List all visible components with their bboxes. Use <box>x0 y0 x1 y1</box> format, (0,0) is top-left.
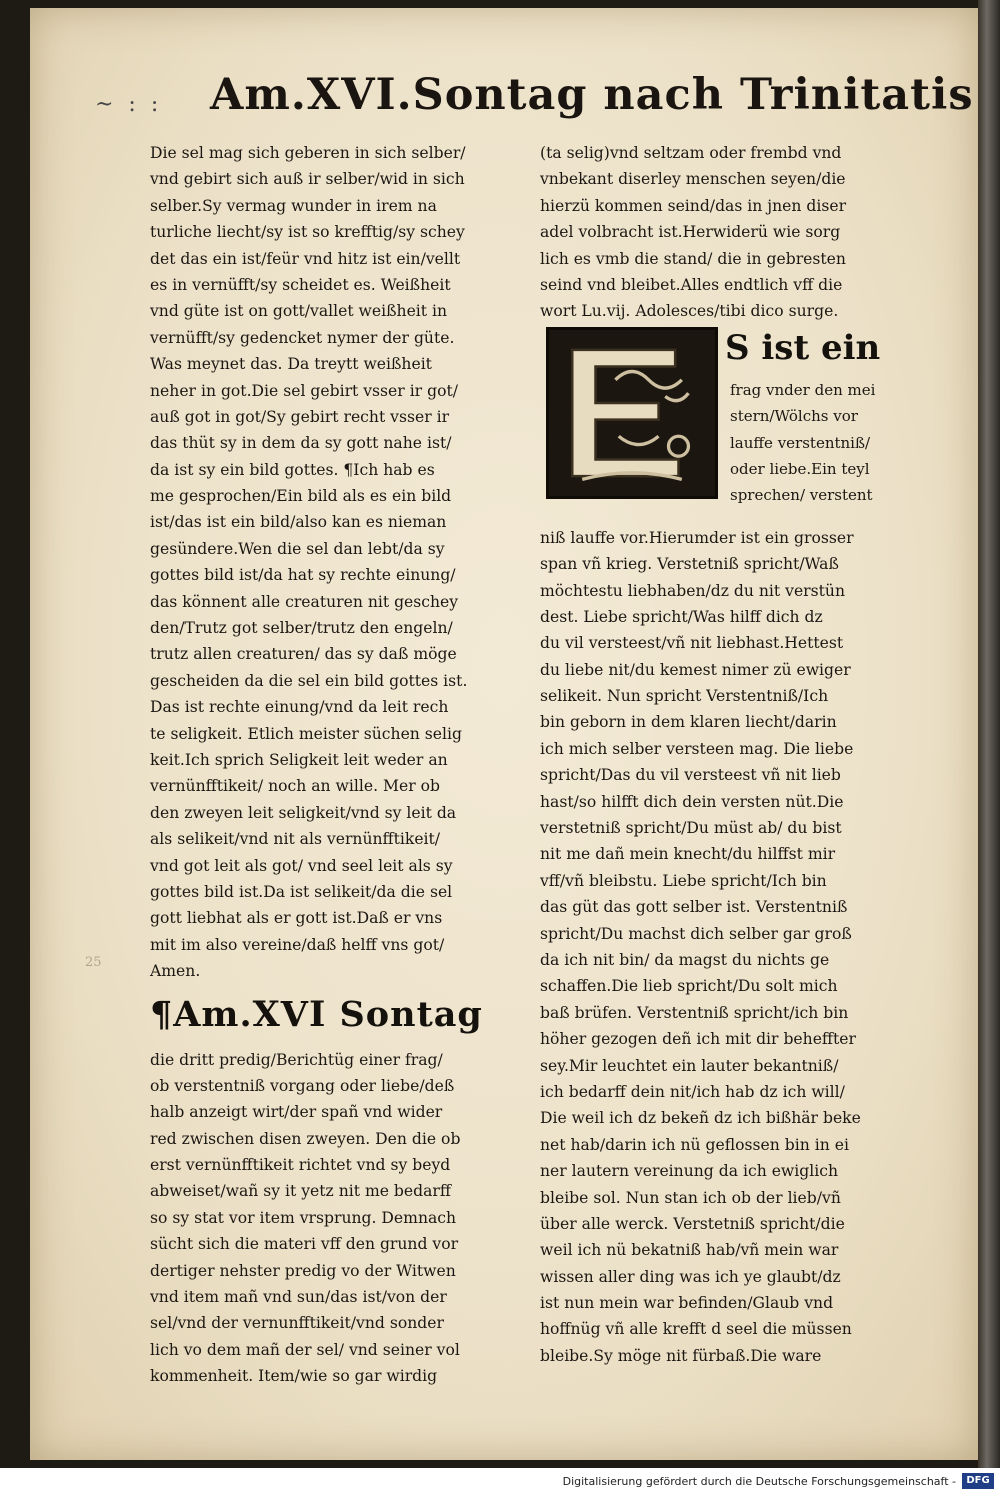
text-line: möchtestu liebhaben/dz du nit verstün <box>540 581 845 600</box>
text-line: frag vnder den mei <box>730 380 876 399</box>
header-title: Am.XVI.Sontag nach Trinitatis <box>210 70 974 120</box>
text-line: turliche liecht/sy ist so krefftig/sy schey <box>150 223 465 242</box>
text-line: da ich nit bin/ da magst du nichts ge <box>540 950 830 969</box>
text-line: ob verstentniß vorgang oder liebe/deß <box>150 1076 455 1095</box>
text-line: schaffen.Die lieb spricht/Du solt mich <box>540 977 838 996</box>
text-line: gescheiden da die sel ein bild gottes ist. <box>150 671 468 690</box>
text-line: das könnent alle creaturen nit geschey <box>150 592 459 611</box>
text-line: bin geborn in dem klaren liecht/darin <box>540 713 837 732</box>
text-line: verstetniß spricht/Du müst ab/ du bist <box>540 819 842 838</box>
text-line: dertiger nehster predig vo der Witwen <box>150 1261 456 1280</box>
text-line: spricht/Du machst dich selber gar groß <box>540 924 852 943</box>
text-line: bleibe sol. Nun stan ich ob der lieb/vñ <box>540 1188 841 1207</box>
text-line: lauffe verstentniß/ <box>730 433 871 452</box>
page-edge <box>978 0 1000 1468</box>
text-line: adel volbracht ist.Herwiderü wie sorg <box>540 223 841 242</box>
text-line: sücht sich die materi vff den grund vor <box>150 1235 459 1254</box>
text-line: ich bedarff dein nit/ich hab dz ich will/ <box>540 1082 845 1101</box>
text-line: den/Trutz got selber/trutz den engeln/ <box>150 619 453 638</box>
text-line: vernüfft/sy gedencket nymer der güte. <box>150 328 455 347</box>
ornament-initial-icon <box>549 330 715 496</box>
dfg-logo: DFG <box>962 1473 994 1489</box>
running-header <box>95 70 974 140</box>
text-line: span vñ krieg. Verstetniß spricht/Waß <box>540 555 839 574</box>
text-line: kommenheit. Item/wie so gar wirdig <box>150 1367 438 1386</box>
text-line: vernünfftikeit/ noch an wille. Mer ob <box>150 777 440 796</box>
text-line: so sy stat vor item vrsprung. Demnach <box>150 1208 457 1227</box>
text-line: sel/vnd der vernunfftikeit/vnd sonder <box>150 1314 444 1333</box>
text-line: du vil versteest/vñ nit liebhast.Hettest <box>540 634 844 653</box>
text-line: gesündere.Wen die sel dan lebt/da sy <box>150 539 445 558</box>
text-line: lich vo dem mañ der sel/ vnd seiner vol <box>150 1340 460 1359</box>
text-line: erst vernünfftikeit richtet vnd sy beyd <box>150 1156 451 1175</box>
text-line: hoffnüg vñ alle krefft d seel die müssen <box>540 1320 852 1339</box>
text-line: seind vnd bleibet.Alles endtlich vff die <box>540 275 843 294</box>
text-line: Amen. <box>150 962 201 981</box>
text-line: vnd got leit als got/ vnd seel leit als sy <box>150 856 453 875</box>
text-line: te seligkeit. Etlich meister süchen selig <box>150 724 462 743</box>
text-line: gott liebhat als er gott ist.Daß er vns <box>150 909 443 928</box>
right-column <box>540 140 910 1369</box>
text-line: Was meynet das. Da treytt weißheit <box>150 355 432 374</box>
text-line: net hab/darin ich nü geflossen bin in ei <box>540 1135 849 1154</box>
text-line: abweiset/wañ sy it yetz nit me bedarff <box>150 1182 451 1201</box>
text-line: den zweyen leit seligkeit/vnd sy leit da <box>150 803 457 822</box>
text-line: wissen aller ding was ich ye glaubt/dz <box>540 1267 841 1286</box>
text-line: neher in got.Die sel gebirt vsser ir got/ <box>150 381 458 400</box>
text-line: baß brüfen. Verstentniß spricht/ich bin <box>540 1003 849 1022</box>
text-line: oder liebe.Ein teyl <box>730 459 870 478</box>
text-line: (ta selig)vnd seltzam oder frembd vnd <box>540 144 842 162</box>
text-line: Die weil ich dz bekeñ dz ich bißhär beke <box>540 1109 861 1128</box>
text-line: lich es vmb die stand/ die in gebresten <box>540 249 846 268</box>
text-line: wort Lu.vij. Adolesces/tibi dico surge. <box>540 302 839 321</box>
right-column-text <box>540 140 910 325</box>
text-line: red zwischen disen zweyen. Den die ob <box>150 1129 461 1148</box>
text-line: vnbekant diserley menschen seyen/die <box>540 170 846 189</box>
text-line: Die sel mag sich geberen in sich selber/ <box>150 144 466 162</box>
text-line: ner lautern vereinung da ich ewiglich <box>540 1162 838 1181</box>
text-line: ich mich selber versteen mag. Die liebe <box>540 739 854 758</box>
text-line: gottes bild ist/da hat sy rechte einung/ <box>150 566 456 585</box>
header-ornament: ~ : : <box>95 92 163 117</box>
footer-credit: Digitalisierung gefördert durch die Deutsche Forschungsgemeinschaft - <box>562 1475 956 1488</box>
text-line: als selikeit/vnd nit als vernünfftikeit/ <box>150 830 441 849</box>
text-line: halb anzeigt wirt/der spañ vnd wider <box>150 1103 443 1122</box>
left-column <box>150 140 520 1390</box>
text-line: vnd güte ist on gott/vallet weißheit in <box>150 302 448 321</box>
text-line: sprechen/ verstent <box>730 486 873 505</box>
text-line: mit im also vereine/daß helff vns got/ <box>150 935 445 954</box>
text-line: du liebe nit/du kemest nimer zü ewiger <box>540 660 851 679</box>
text-line: vff/vñ bleibstu. Liebe spricht/Ich bin <box>540 871 827 890</box>
text-line: me gesprochen/Ein bild als es ein bild <box>150 487 452 506</box>
initial-side-text <box>730 377 875 509</box>
text-line: ist nun mein war befinden/Glaub vnd <box>540 1294 834 1313</box>
text-line: bleibe.Sy möge nit fürbaß.Die ware <box>540 1346 822 1365</box>
text-line: weil ich nü bekatniß hab/vñ mein war <box>540 1241 839 1260</box>
text-line: stern/Wölchs vor <box>730 407 858 426</box>
text-line: selber.Sy vermag wunder in irem na <box>150 196 437 215</box>
text-line: Das ist rechte einung/vnd da leit rech <box>150 698 449 717</box>
margin-note: 25 <box>85 955 102 970</box>
initial-block <box>540 325 910 525</box>
right-column-text-continued <box>540 525 910 1370</box>
text-line: die dritt predig/Berichtüg einer frag/ <box>150 1050 443 1069</box>
text-line: über alle werck. Verstetniß spricht/die <box>540 1214 845 1233</box>
footer-bar <box>0 1468 1000 1495</box>
text-line: niß lauffe vor.Hierumder ist ein grosser <box>540 528 854 547</box>
text-line: höher gezogen deñ ich mit dir beheffter <box>540 1030 856 1049</box>
text-line: das thüt sy in dem da sy gott nahe ist/ <box>150 434 452 453</box>
text-line: gottes bild ist.Da ist selikeit/da die sel <box>150 882 453 901</box>
text-line: ist/das ist ein bild/also kan es nieman <box>150 513 447 532</box>
left-column-text-continued <box>150 1047 520 1390</box>
text-line: da ist sy ein bild gottes. ¶Ich hab es <box>150 460 435 479</box>
text-line: das güt das gott selber ist. Verstentniß <box>540 898 848 917</box>
text-line: es in vernüfft/sy scheidet es. Weißheit <box>150 275 451 294</box>
text-line: dest. Liebe spricht/Was hilff dich dz <box>540 607 823 626</box>
text-line: nit me dañ mein knecht/du hilffst mir <box>540 845 836 864</box>
text-line: trutz allen creaturen/ das sy daß möge <box>150 645 457 664</box>
text-line: sey.Mir leuchtet ein lauter bekantniß/ <box>540 1056 839 1075</box>
decorated-initial-E <box>546 327 718 499</box>
text-line: keit.Ich sprich Seligkeit leit weder an <box>150 750 448 769</box>
text-line: hast/so hilfft dich dein versten nüt.Die <box>540 792 844 811</box>
text-line: auß got in got/Sy gebirt recht vsser ir <box>150 407 450 426</box>
section-heading: ¶Am.XVI Sontag <box>150 993 483 1035</box>
text-line: det das ein ist/feür vnd hitz ist ein/vellt <box>150 249 461 268</box>
text-line: selikeit. Nun spricht Verstentniß/Ich <box>540 687 829 706</box>
text-line: spricht/Das du vil versteest vñ nit lieb <box>540 766 841 785</box>
left-column-text <box>150 140 520 985</box>
text-line: hierzü kommen seind/das in jnen diser <box>540 196 847 215</box>
text-line: vnd item mañ vnd sun/das ist/von der <box>150 1288 447 1307</box>
text-line: vnd gebirt sich auß ir selber/wid in sich <box>150 170 465 189</box>
initial-heading: S ist ein <box>725 327 881 368</box>
